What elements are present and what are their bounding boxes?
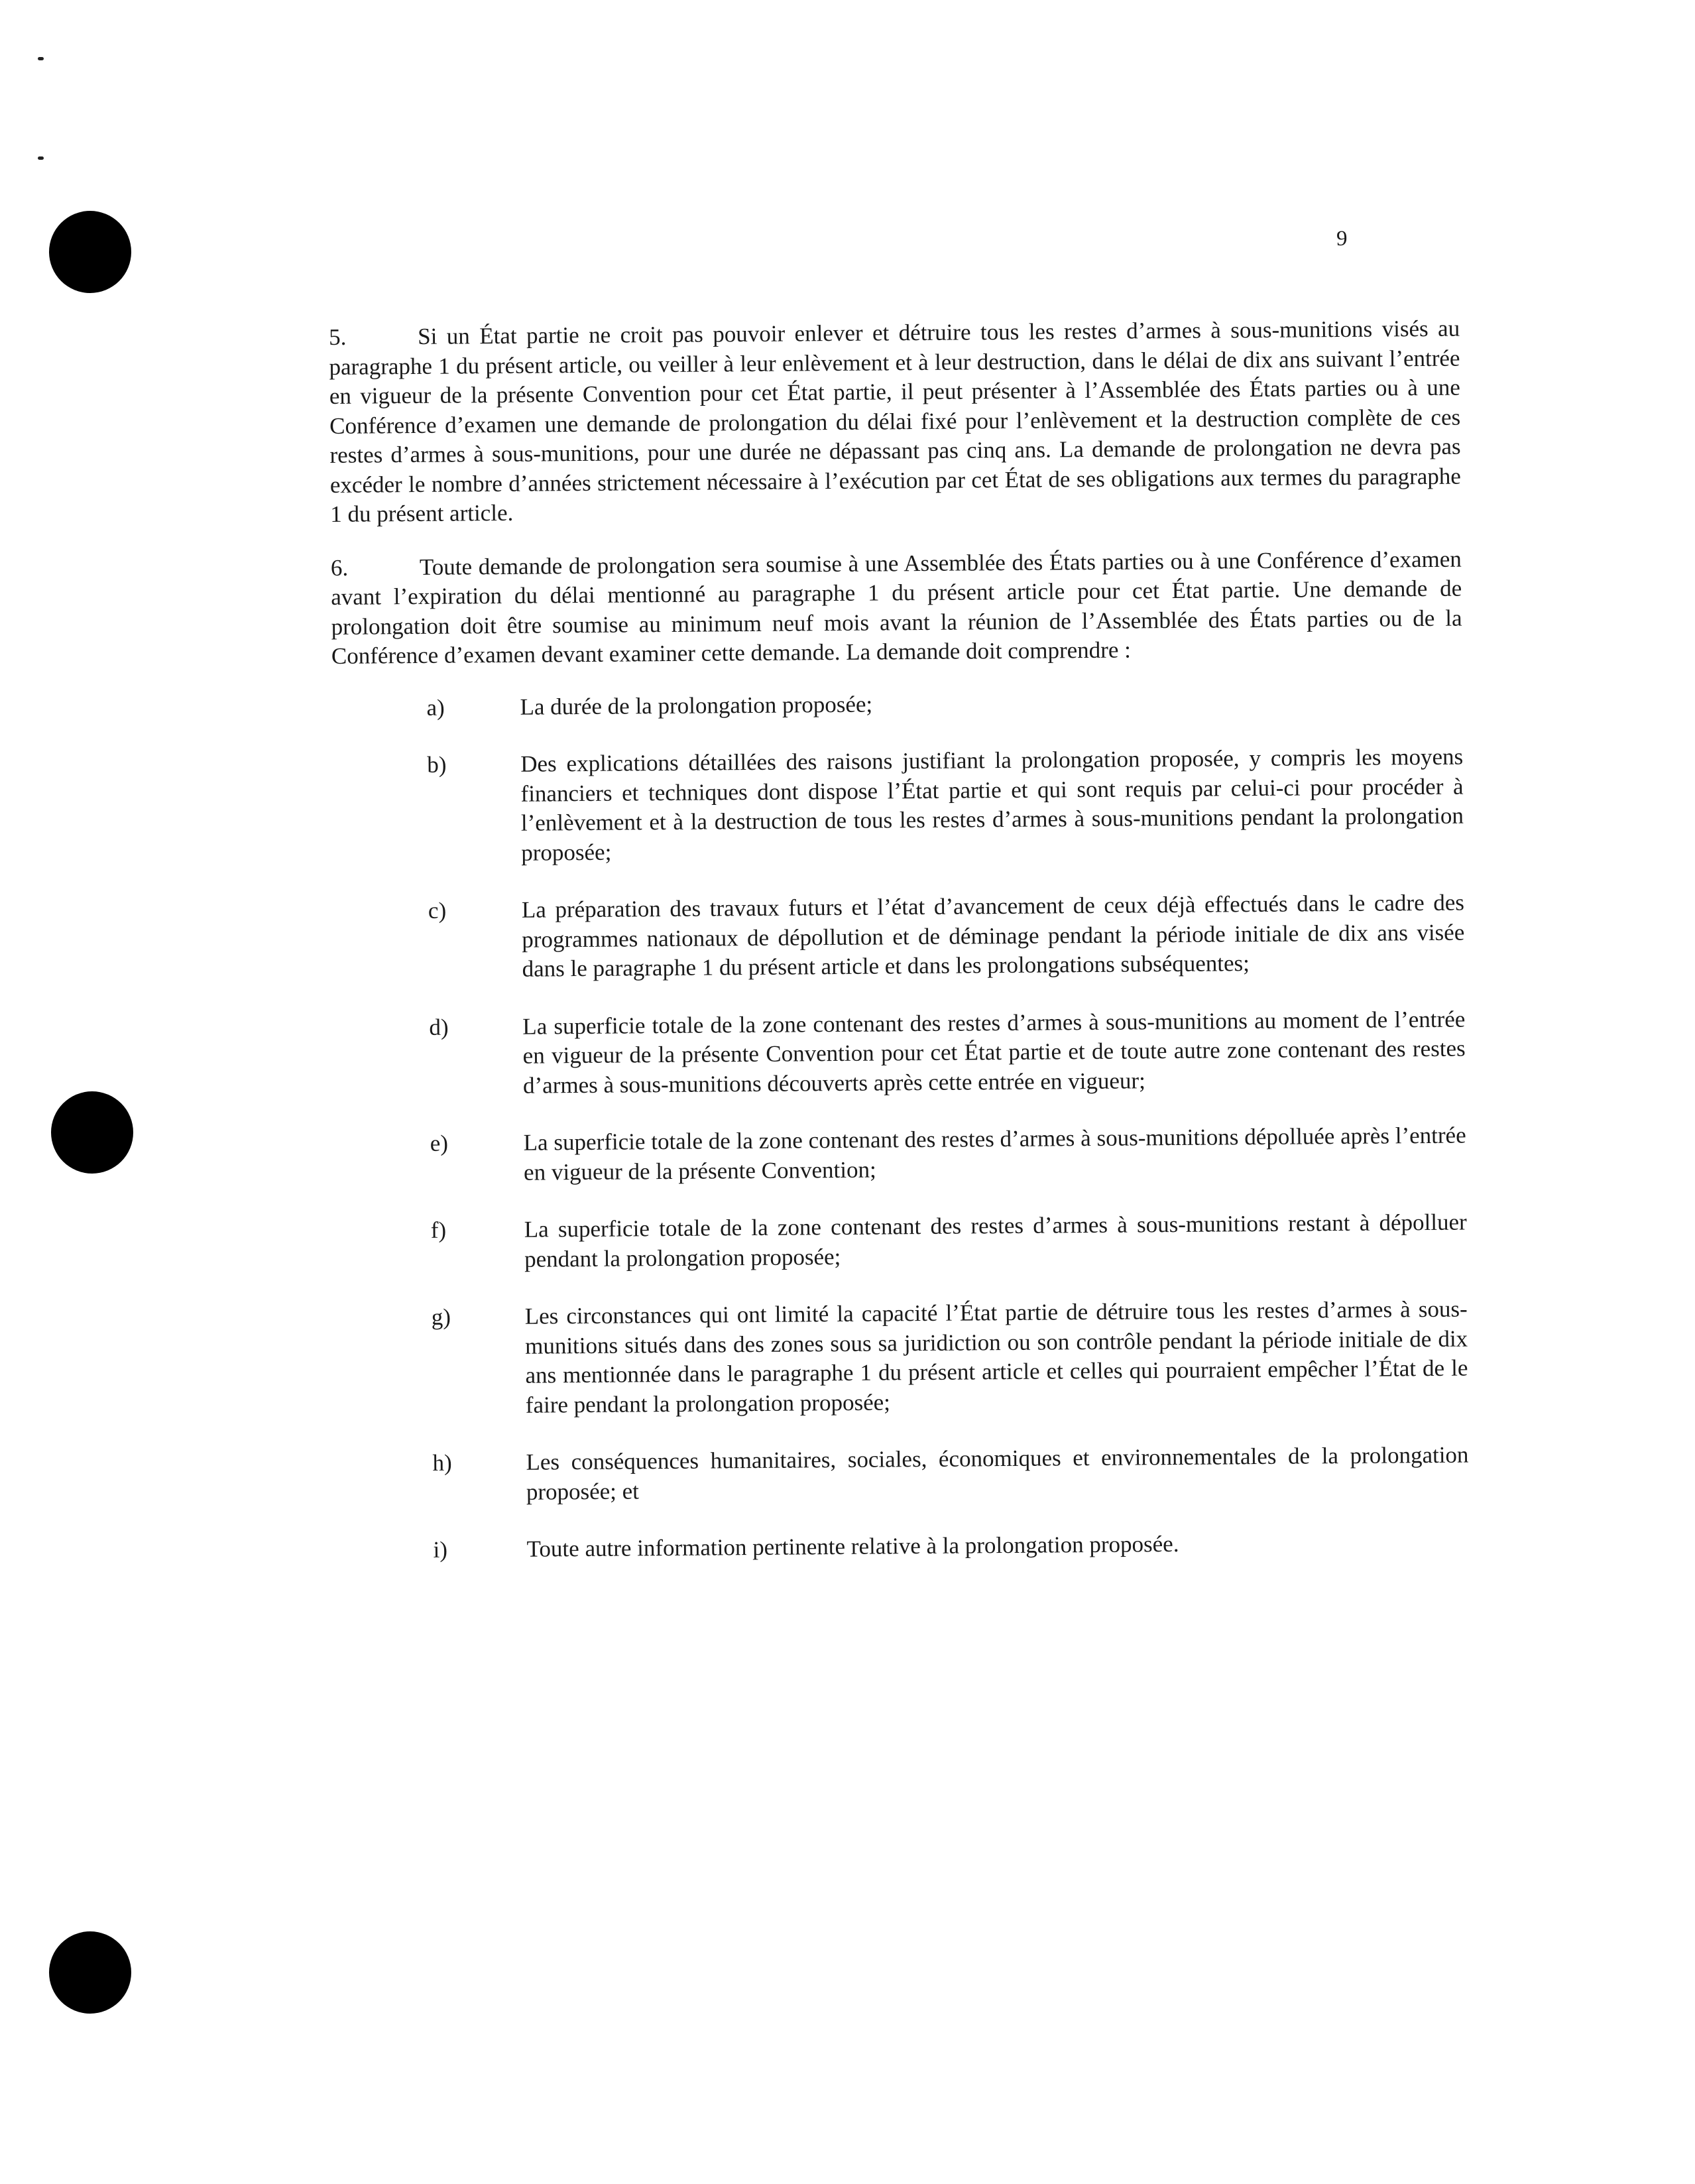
paragraph-5 [329, 314, 1461, 530]
list-item-g [337, 1295, 1468, 1422]
list-item-f [336, 1208, 1468, 1276]
list-item-label: e) [430, 1130, 449, 1156]
paragraph-6 [331, 544, 1462, 671]
list-item-label: i) [433, 1536, 448, 1563]
list-item-label: c) [428, 897, 447, 924]
paragraph-text: Si un État partie ne croit pas pouvoir enlever et détruire tous les restes d’armes à sous-munitions visés au paragraphe 1 du présent article, ou veiller à leur enlèvement et à leur destruction, dans le délai de dix ans suivant l’entrée en vigueur de la présente Convention pour cet État partie, il peut présenter à l’Assemblée des États parties ou à une Conférence d’examen une demande de prolongation du délai fixé pour l’enlèvement et la destruction complète de ces restes d’armes à sous-munitions, pour une durée ne dépassant pas cinq ans. La demande de prolongation ne devra pas excéder le nombre d’années strictement nécessaire à l’exécution par cet État de ses obligations aux termes du paragraphe 1 du présent article. [329, 315, 1462, 527]
paragraph-number: 6. [330, 554, 349, 581]
list-item-label: b) [427, 751, 447, 778]
punch-hole-top [49, 211, 131, 293]
scan-speck [38, 57, 44, 60]
list-item-label: h) [432, 1449, 452, 1476]
list-item-i [338, 1528, 1469, 1566]
list-item-label: d) [429, 1014, 449, 1040]
list-item-label: f) [430, 1217, 447, 1243]
scan-speck [38, 156, 44, 160]
list-item-text: Des explications détaillées des raisons justifiant la prolongation proposée, y compris les moyens financiers et techniques dont dispose l’État partie et qui sont requis par celui-ci pour procéder à l’enlèvement et à la destruction de tous les restes d’armes à sous-munitions pendant la prolongation proposée; [520, 743, 1464, 866]
paragraph-number: 5. [329, 324, 347, 350]
list-item-text: La durée de la prolongation proposée; [520, 691, 873, 720]
list-item-b [332, 743, 1464, 869]
list-item-text: La superficie totale de la zone contenant des restes d’armes à sous-munitions au moment de l’entrée en vigueur de la présente Convention pour cet État partie et de toute autre zone contenant des restes d’armes à sous-munitions découverts après cette entrée en vigueur; [522, 1006, 1466, 1099]
list-item-c [333, 888, 1465, 986]
document-body [329, 314, 1470, 1594]
list-item-text: La superficie totale de la zone contenant des restes d’armes à sous-munitions restant à dépolluer pendant la prolongation proposée; [524, 1209, 1467, 1272]
punch-hole-middle [51, 1091, 133, 1174]
list-item-h [337, 1441, 1469, 1508]
list-item-e [335, 1121, 1467, 1189]
list-item-text: La préparation des travaux futurs et l’état d’avancement de ceux déjà effectués dans le cadre des programmes nationaux de dépollution et de déminage pendant la période initiale de dix ans visée dans le paragraphe 1 du présent article et dans les prolongations subséquentes; [521, 889, 1465, 982]
list-item-text: Toute autre information pertinente relative à la prolongation proposée. [526, 1530, 1179, 1562]
paragraph-text: Toute demande de prolongation sera soumise à une Assemblée des États parties ou à une Conférence d’examen avant l’expiration du délai mentionné au paragraphe 1 du présent article pour cet État partie. Une demande de prolongation doit être soumise au minimum neuf mois avant la réunion de l’Assemblée des États parties ou de la Conférence d’examen devant examiner cette demande. La demande doit comprendre : [331, 546, 1462, 669]
list-item-text: Les conséquences humanitaires, sociales, économiques et environnementales de la prolongation proposée; et [526, 1441, 1469, 1505]
list-item-label: a) [426, 694, 445, 721]
page-number: 9 [1336, 227, 1348, 251]
list-item-text: La superficie totale de la zone contenant des restes d’armes à sous-munitions dépolluée après l’entrée en vigueur de la présente Convention; [523, 1122, 1466, 1185]
list-item-d [334, 1004, 1466, 1102]
list-item-text: Les circonstances qui ont limité la capacité l’État partie de détruire tous les restes d’armes à sous-munitions situés dans des zones sous sa juridiction ou son contrôle pendant la période initiale de dix ans mentionnée dans le paragraphe 1 du présent article et celles qui pourraient empêcher l’État de le faire pendant la prolongation proposée; [524, 1296, 1468, 1418]
list-item-a [331, 685, 1462, 723]
list-item-label: g) [431, 1304, 451, 1330]
punch-hole-bottom [49, 1931, 131, 2014]
